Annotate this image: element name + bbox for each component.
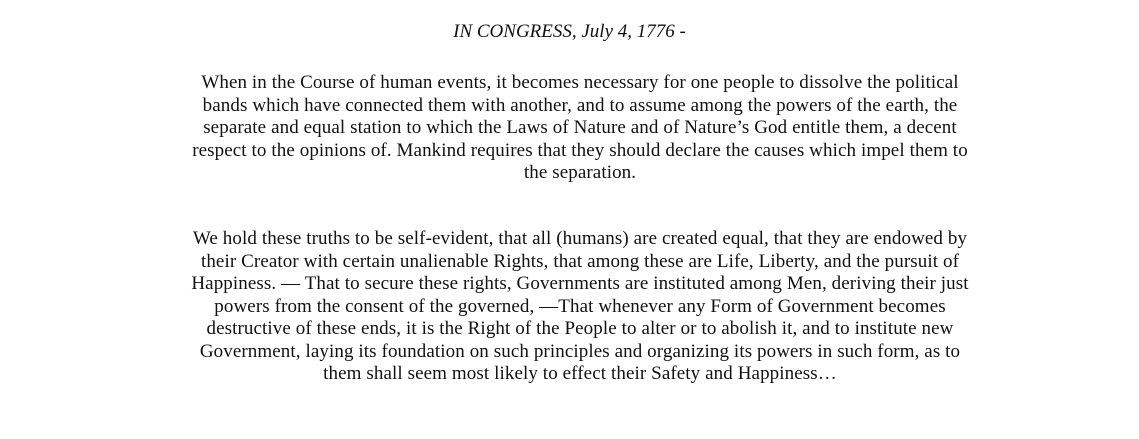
paragraph-line: separate and equal station to which the Laws of Nature and of Nature’s God entitle them, a decent xyxy=(203,117,957,138)
paragraph-line: Government, laying its foundation on such principles and organizing its powers in such form, as to xyxy=(199,340,961,362)
paragraph-line: them shall seem most likely to effect their Safety and Happiness… xyxy=(323,363,837,384)
paragraph-line: When in the Course of human events, it becomes necessary for one people to dissolve the political xyxy=(201,72,959,93)
paragraph-line: powers from the consent of the governed, —That whenever any Form of Government becomes xyxy=(214,295,946,317)
paragraph-line: their Creator with certain unalienable Rights, that among these are Life, Liberty, and the pursuit of xyxy=(200,250,960,272)
paragraph-line: destructive of these ends, it is the Right of the People to alter or to abolish it, and to institute new xyxy=(206,318,954,339)
paragraph-line: the separation. xyxy=(523,162,637,183)
paragraph-line: Happiness. — That to secure these rights, Governments are instituted among Men, deriving their just xyxy=(191,273,969,294)
document-heading: IN CONGRESS, July 4, 1776 - xyxy=(453,21,686,42)
paragraph-truths xyxy=(120,228,1040,386)
paragraph-preamble xyxy=(120,72,1040,185)
paragraph-line: respect to the opinions of. Mankind requires that they should declare the causes which impel them to xyxy=(192,139,968,161)
paragraph-line: bands which have connected them with another, and to assume among the powers of the earth, the xyxy=(202,94,958,116)
paragraph-line: We hold these truths to be self-evident, that all (humans) are created equal, that they are endowed by xyxy=(192,228,968,249)
